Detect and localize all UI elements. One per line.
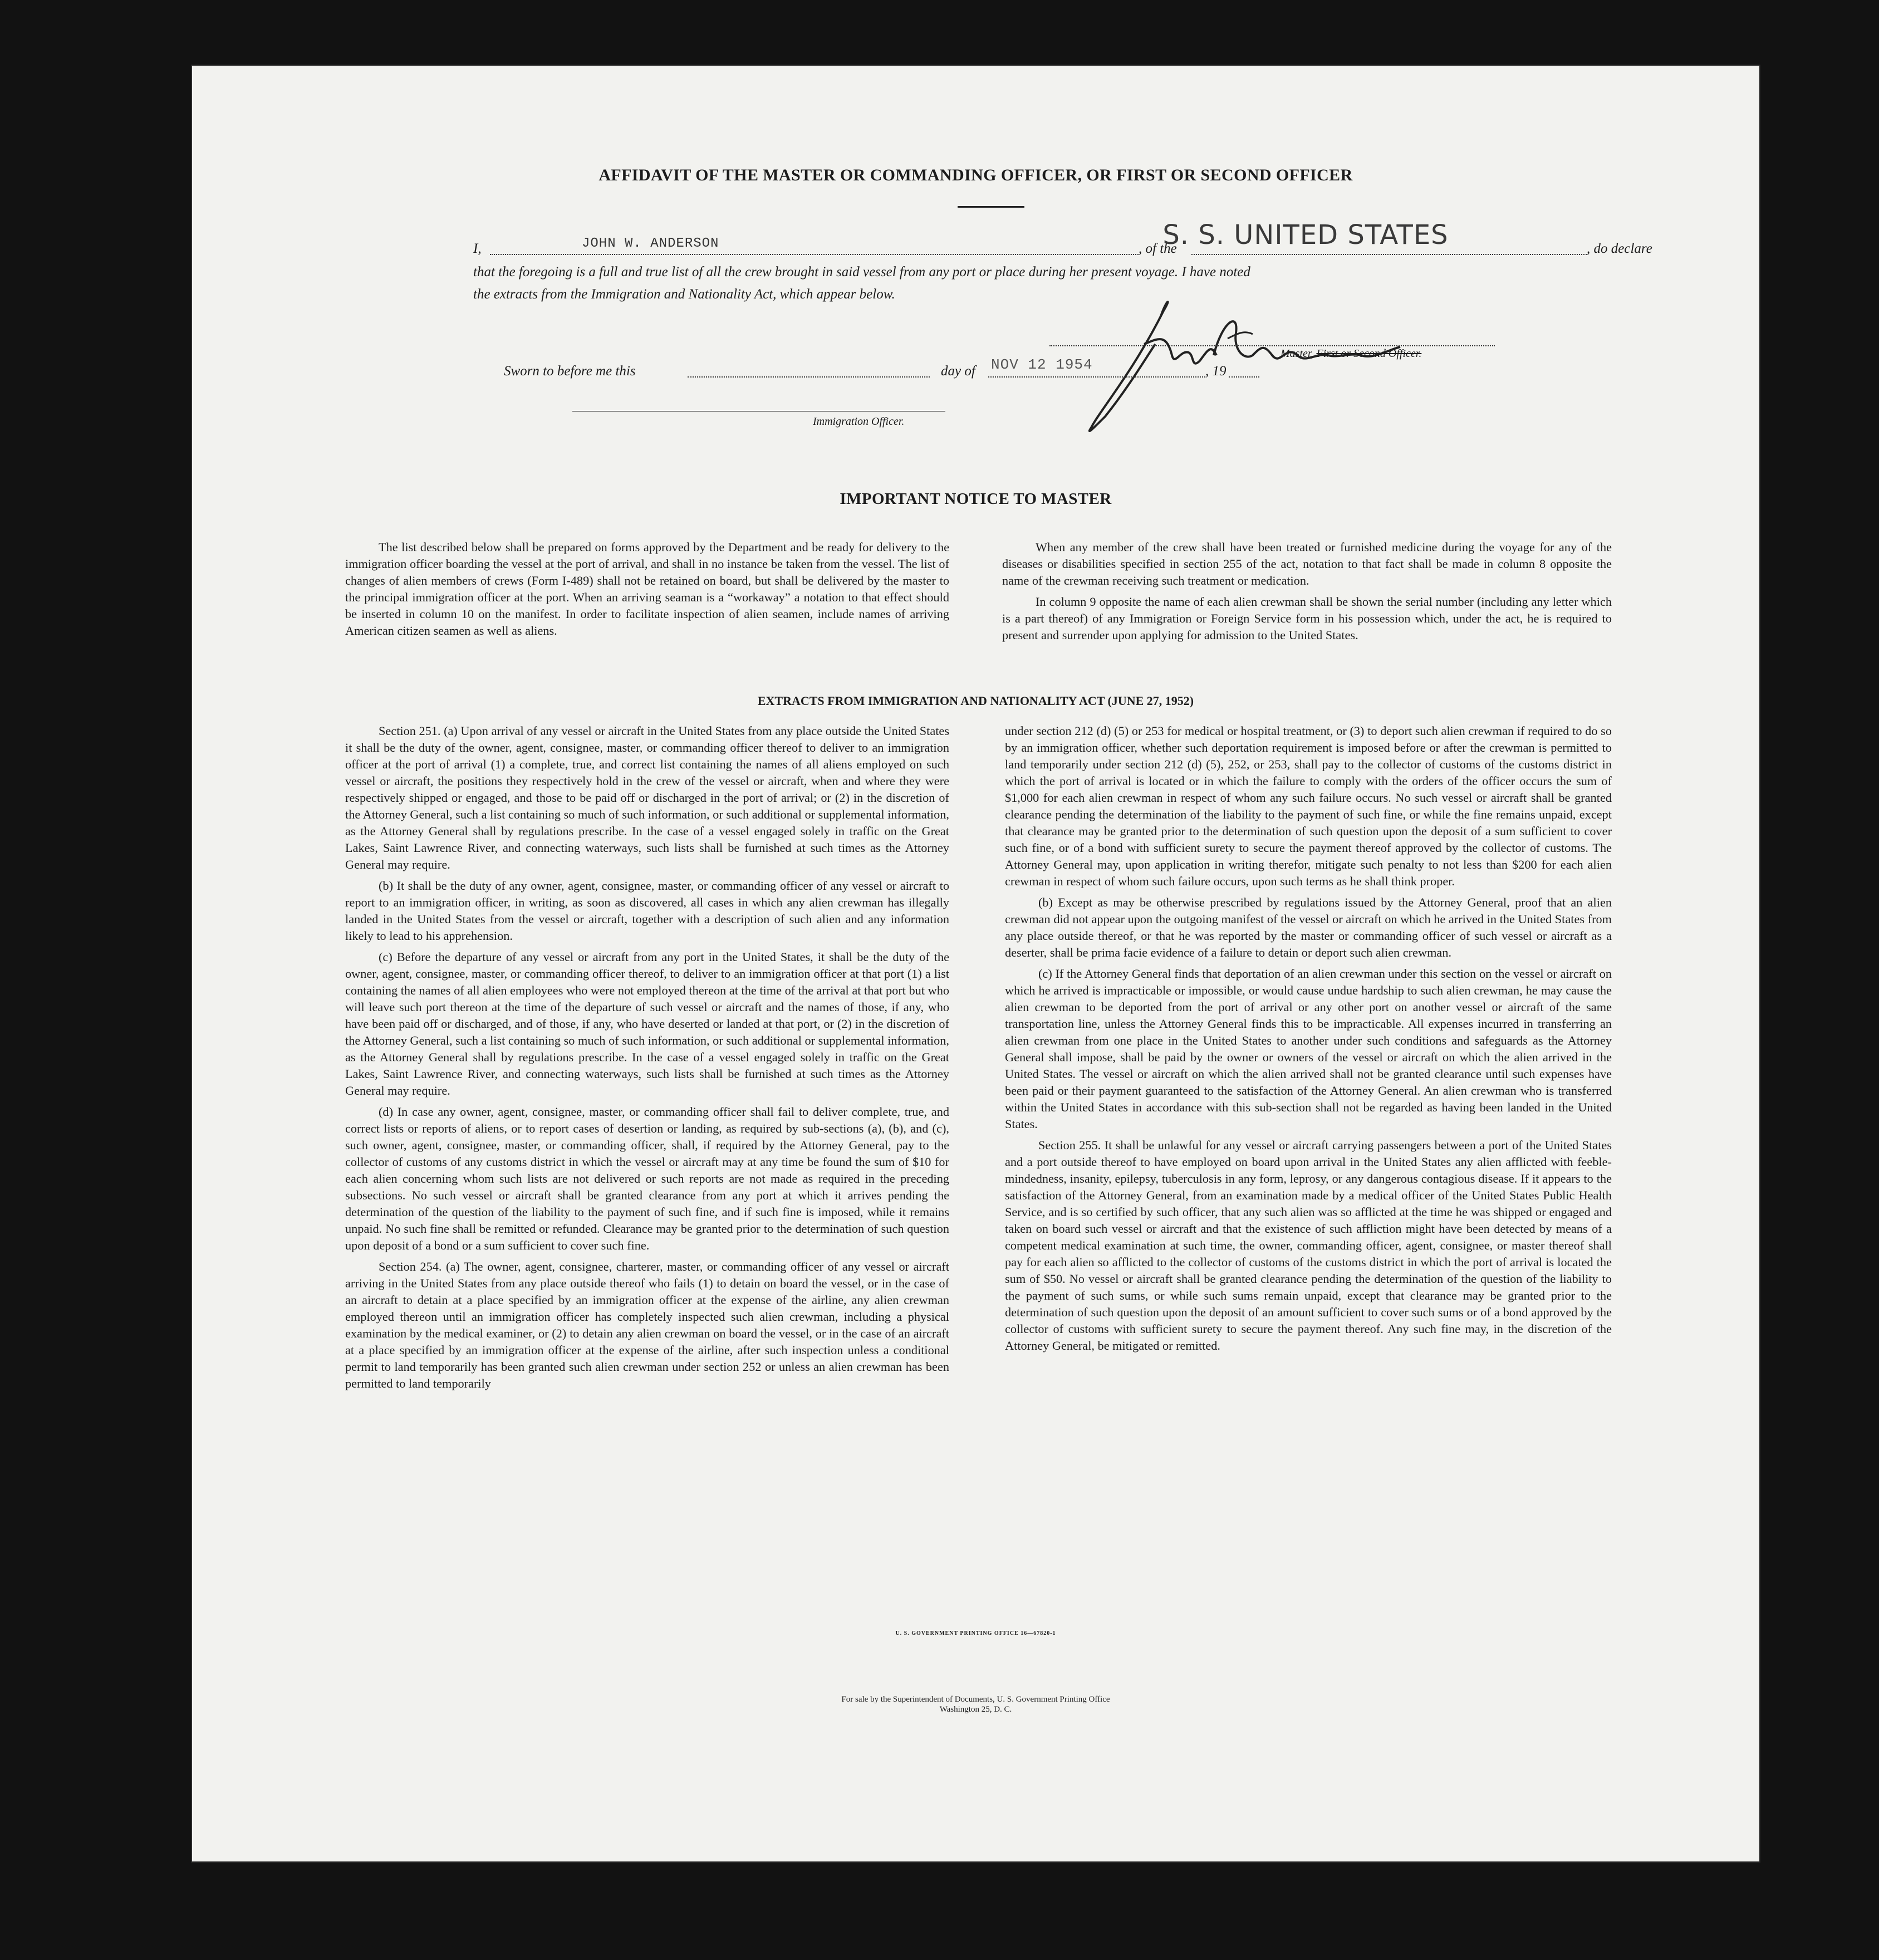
statute-paragraph: under section 212 (d) (5) or 253 for medical or hospital treatment, or (3) to deport such alien crewman if required to do so by an immigration officer, whether such deportation requirement is imposed before or after the crewman is permitted to land temporarily under section 212 (d) (5), 252, or 253, shall pay to the collector of customs of the customs district in which the port of arrival is located or in which the failure to comply with the orders of the officer occurs the sum of $1,000 for each alien crewman in respect of whom any such failure occurs. No such vessel or aircraft shall be granted clearance pending the determination of the liability to the payment of such fine, or while the fine remains unpaid, except that clearance may be granted prior to the determination of such question upon the deposit of a sum sufficient to cover such fine, or of a bond with sufficient surety to secure the payment thereof approved by the collector of customs. The Attorney General may, upon application in writing therefor, mitigate such penalty to not less than $200 for each alien crewman in respect of whom such failure occurs, upon such terms as he shall think proper. [1005,724,1612,888]
signature-caption [1281,347,1421,360]
sworn-text: Sworn to before me this [504,364,636,379]
extracts-right-column [1005,723,1612,1354]
sworn-month-line [988,376,1205,378]
name-line [490,254,1139,255]
statute-paragraph: (b) Except as may be otherwise prescribed by regulations issued by the Attorney General, proof that an alien crewman did not appear upon the outgoing manifest of the vessel or aircraft on which he arrived in the United States from any place outside thereof, or that he was reported by the master or commanding officer of such vessel or aircraft as a deserter, shall be prima facie evidence of a failure to detain or deport such alien crewman. [1005,895,1612,959]
vessel-line [1191,254,1587,255]
extracts-left-column [345,723,949,1392]
master-name: JOHN W. ANDERSON [582,236,719,251]
sale-notice-line: For sale by the Superintendent of Documents, U. S. Government Printing Office [841,1695,1110,1704]
notice-right-column [1002,539,1612,644]
statute-paragraph: Section 254. (a) The owner, agent, consignee, charterer, master, or commanding officer of any vessel or aircraft arriving in the United States from any place outside thereof who fails (1) to detain on board the vessel, or in the case of an aircraft to detain at a place specified by an immigration officer at the expense of the airline, any alien crewman employed thereon until an immigration officer has completely inspected such alien crewman, including a physical examination by the medical examiner, or (2) to detain any alien crewman on board the vessel, or in the case of an aircraft at a place specified by an immigration officer at the expense of the airline, after such inspection unless a conditional permit to land temporarily has been granted such alien crewman under section 252 or unless an alien crewman has been permitted to land temporarily [345,1260,949,1390]
signature-line [1049,345,1495,346]
notice-paragraph: When any member of the crew shall have been treated or furnished medicine during the voyage for any of the diseases or disabilities specified in section 255 of the act, notation to that fact shall be made in column 8 opposite the name of the crewman receiving such treatment or medication. [1002,540,1612,587]
printer-imprint: U. S. GOVERNMENT PRINTING OFFICE 16—67820-1 [895,1630,1056,1636]
date-stamp: NOV 12 1954 [991,356,1093,373]
sworn-year-line [1229,376,1259,378]
do-declare-text: , do declare [1587,241,1652,256]
notice-paragraph: In column 9 opposite the name of each alien crewman shall be shown the serial number (including any letter which is a part thereof) of any Immigration or Foreign Service form in his possession which, under the act, he is required to present and surrender upon applying for admission to the United States. [1002,595,1612,642]
affidavit-declaration-line: that the foregoing is a full and true list of all the crew brought in said vessel from any port or place during her present voyage. I have noted [473,264,1250,280]
sale-notice-line: Washington 25, D. C. [939,1705,1012,1714]
statute-paragraph: (c) If the Attorney General finds that deportation of an alien crewman under this section on the vessel or aircraft on which he arrived is impracticable or impossible, or would cause undue hardship to such alien crewman, he may cause the alien crewman to be deported from the port of arrival or any other port on another vessel or aircraft of the same transportation line, unless the Attorney General finds this to be impracticable. All expenses incurred in transferring an alien crewman from one place in the United States to another under such conditions and safeguards as the Attorney General shall impose, shall be paid by the owner or owners of the vessel or aircraft on which the alien arrived in the United States. The vessel or aircraft on which the alien arrived shall not be granted clearance until such expenses have been paid or their payment guaranteed to the satisfaction of the Attorney General. An alien crewman who is transferred within the United States in accordance with this sub-section shall not be regarded as having been landed in the United States. [1005,967,1612,1131]
officer-caption: Immigration Officer. [813,415,905,428]
signature-caption-struck: First or Second Officer. [1316,347,1422,360]
notice-title: IMPORTANT NOTICE TO MASTER [840,490,1112,508]
vessel-name: S. S. UNITED STATES [1162,219,1449,251]
sale-notice [192,1694,1759,1714]
sworn-day-line [688,376,930,378]
of-the-text: , of the [1139,241,1177,256]
extracts-title: EXTRACTS FROM IMMIGRATION AND NATIONALITY ACT (JUNE 27, 1952) [757,694,1194,708]
day-of-text: day of [941,364,975,379]
year-prefix: , 19 [1205,364,1226,379]
statute-paragraph: Section 251. (a) Upon arrival of any vessel or aircraft in the United States from any place outside the United States it shall be the duty of the owner, agent, consignee, master, or commanding officer thereof to deliver to an immigration officer at the port of arrival (1) a complete, true, and correct list containing the names of all aliens employed on such vessel or aircraft, the positions they respectively hold in the crew of the vessel or aircraft, when and where they were respectively shipped or engaged, and those to be paid off or discharged in the port of arrival; or (2) in the discretion of the Attorney General, such a list containing so much of such information, or such additional or supplemental information, as the Attorney General shall by regulations prescribe. In the case of a vessel engaged solely in traffic on the Great Lakes, Saint Lawrence River, and connecting waterways, such lists shall be furnished at such times as the Attorney General may require. [345,724,949,871]
statute-paragraph: (d) In case any owner, agent, consignee, master, or commanding officer shall fail to deliver complete, true, and correct lists or reports of aliens, or to report cases of desertion or landing, as required by sub-sections (a), (b), and (c), such owner, agent, consignee, master, or commanding officer, shall, if required by the Attorney General, pay to the collector of customs of any customs district in which the vessel or aircraft may at any time be found the sum of $10 for each alien concerning whom such lists are not delivered or such reports are not made as required in the preceding subsections. No such vessel or aircraft shall be granted clearance from any port at which it arrives pending the determination of the question of the liability to the payment of such fine, and if such fine is imposed, while it remains unpaid. No such fine shall be remitted or refunded. Clearance may be granted prior to the determination of such question upon deposit of a bond or a sum sufficient to cover such fine. [345,1105,949,1252]
statute-paragraph: (c) Before the departure of any vessel or aircraft from any port in the United States, it shall be the duty of the owner, agent, consignee, master, or commanding officer thereof, to deliver to an immigration officer at that port (1) a list containing the names of all alien employees who were not employed thereon at the time of the arrival at that port but who will leave such port thereon at the time of the departure of such vessel or aircraft and the names of those, if any, who have been paid off or discharged, and of those, if any, who have deserted or landed at that port, or (2) in the discretion of the Attorney General, such a list containing so much of such information, or such additional or supplemental information, as the Attorney General shall by regulations prescribe. In the case of a vessel engaged solely in traffic on the Great Lakes, Saint Lawrence River, and connecting waterways, such lists shall be furnished at such times as the Attorney General may require. [345,950,949,1097]
signature-caption-master: Master, [1281,347,1314,360]
affidavit-declaration-line: the extracts from the Immigration and Nationality Act, which appear below. [473,287,895,302]
notice-left-column [345,539,949,639]
notice-paragraph: The list described below shall be prepared on forms approved by the Department and be ready for delivery to the immigration officer boarding the vessel at the port of arrival, and shall in no instance be taken from the vessel. The list of changes of alien members of crews (Form I-489) shall not be retained on board, but shall be delivered by the master to the principal immigration officer at the port. When an arriving seaman is a “workaway” a notation to that effect should be inserted in column 10 on the manifest. In order to facilitate inspection of alien seamen, include names of arriving American citizen seamen as well as aliens. [345,540,949,638]
affidavit-page [192,66,1759,1861]
title-rule [958,206,1024,208]
document-title: AFFIDAVIT OF THE MASTER OR COMMANDING OFFICER, OR FIRST OR SECOND OFFICER [598,166,1353,184]
statute-paragraph: (b) It shall be the duty of any owner, agent, consignee, master, or commanding officer of any vessel or aircraft to report to an immigration officer, in writing, as soon as discovered, all cases in which any alien crewman has illegally landed in the United States from the vessel or aircraft, together with a description of such alien and any information likely to lead to his apprehension. [345,879,949,943]
affidavit-prefix: I, [473,241,482,256]
statute-paragraph: Section 255. It shall be unlawful for any vessel or aircraft carrying passengers between a port of the United States and a port outside thereof to have employed on board upon arrival in the United States any alien afflicted with feeble-mindedness, insanity, epilepsy, tuberculosis in any form, leprosy, or any dangerous contagious disease. If it appears to the satisfaction of the Attorney General, from an examination made by a medical officer of the United States Public Health Service, and is so certified by such officer, that any such alien was so afflicted at the time he was shipped or engaged and taken on board such vessel or aircraft and that the existence of such affliction might have been detected by means of a competent medical examination at such time, the owner, commanding officer, agent, consignee, or master thereof shall pay for each alien so afflicted to the collector of customs of the customs district in which the port of arrival is located the sum of $50. No vessel or aircraft shall be granted clearance pending the determination of the question of the liability to the payment of such sums, or while such sums remain unpaid, except that clearance may be granted prior to the determination of such question upon the deposit of an amount sufficient to cover such sums or of a bond approved by the collector of customs with sufficient surety to secure the payment thereof. Any such fine may, in the discretion of the Attorney General, be mitigated or remitted. [1005,1138,1612,1353]
